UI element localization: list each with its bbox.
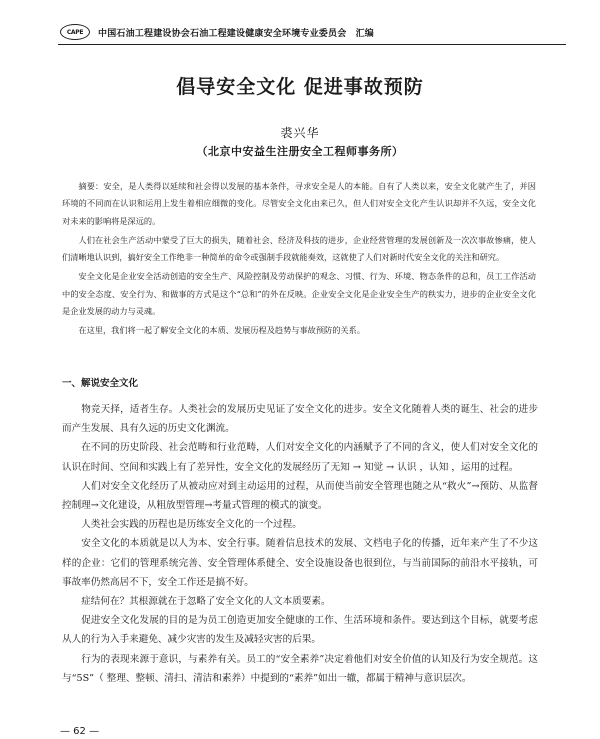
abstract <box>62 178 536 340</box>
body-paragraph: 症结何在？其根源就在于忽略了安全文化的人文本质要素。 <box>81 596 331 608</box>
abstract-paragraph: 安全文化是企业安全活动创造的安全生产、风险控制及劳动保护的观念、习惯、行为、环境、物态条件的总和，员工工作活动中的安全态度、安全行为、和做事的方式是这个“总和”的外在反映。企业安全文化是企业安全生产的秩实力，进步的企业安全文化是企业发展的动力与灵魂。 <box>62 271 536 317</box>
running-header <box>60 22 560 42</box>
body-paragraph: 行为的表现来源于意识，与素养有关。员工的“安全素养”决定着他们对安全价值的认知及行为安全规范。这与“5S”（ 整理、整顿、清扫、清洁和素养）中提到的“素养”如出一辙，都属于精神与意识层次。 <box>62 653 538 684</box>
body-paragraph: 安全文化的本质就是以人为本、安全行事。随着信息技术的发展、文档电子化的传播，近年来产生了不少这样的企业：它们的管理系统完善、安全管理体系健全、安全设施设备也很到位，与当前国际的前沿水平接轨，可事故率仍然高居不下，安全工作还是搞不好。 <box>62 538 538 588</box>
association-logo: CAPE <box>60 24 90 40</box>
author-name: 裘兴华 <box>280 126 320 140</box>
article-title: 倡导安全文化 促进事故预防 <box>176 76 424 98</box>
page-number: — 62 — <box>60 726 100 737</box>
body-paragraph: 人们对安全文化经历了从被动应对到主动运用的过程，从而使当前安全管理也随之从“救火”→预防、从监督控制理→文化建设，从粗放型管理→考量式管理的模式的演变。 <box>62 480 538 512</box>
author-affiliation: （北京中安益生注册安全工程师事务所） <box>196 145 404 158</box>
header-rule <box>58 44 566 45</box>
section-heading: 一、解说安全文化 <box>62 378 139 389</box>
abstract-paragraph: 在这里，我们将一起了解安全文化的本质、发展历程及趋势与事故预防的关系。 <box>78 325 365 336</box>
body-paragraph: 物竞天择，适者生存。人类社会的发展历史见证了安全文化的进步。安全文化随着人类的诞生、社会的进步而产生发展、具有久远的历史文化渊流。 <box>62 404 538 435</box>
body-paragraph: 人类社会实践的历程也是历练安全文化的一个过程。 <box>81 519 302 531</box>
body-paragraph: 在不同的历史阶段、社会范畴和行业范畴，人们对安全文化的内涵赋予了不同的含义，使人们对安全文化的认识在时间、空间和实践上有了差异性，安全文化的发展经历了无知 → 知觉 → 认识 ，认知 ，运用的过程。 <box>62 442 538 473</box>
body-paragraph: 促进安全文化发展的目的是为员工创造更加安全健康的工作、生活环境和条件。要达到这个目标，就要考虑从人的行为入手来避免、减少灾害的发生及减轻灾害的后果。 <box>62 615 538 646</box>
abstract-paragraph: 摘要：安全，是人类得以延续和社会得以发展的基本条件，寻求安全是人的本能。自有了人类以来，安全文化就产生了，并因环境的不同而在认识和运用上发生着相应细微的变化。尽管安全文化由来已久，但人们对安全文化产生认识却并不久远，安全文化对未来的影响将是深远的。 <box>62 181 536 226</box>
abstract-paragraph: 人们在社会生产活动中蒙受了巨大的损失，随着社会、经济及科技的进步，企业经营管理的发展创新及一次次事故惨痛，使人们清晰地认识到，搞好安全工作绝非一种简单的命令或强制手段就能奏效，这就使了人们对新时代安全文化的关注和研究。 <box>62 234 536 263</box>
body-text <box>62 400 538 688</box>
running-title: 中国石油工程建设协会石油工程建设健康安全环境专业委员会 汇编 <box>98 28 375 39</box>
